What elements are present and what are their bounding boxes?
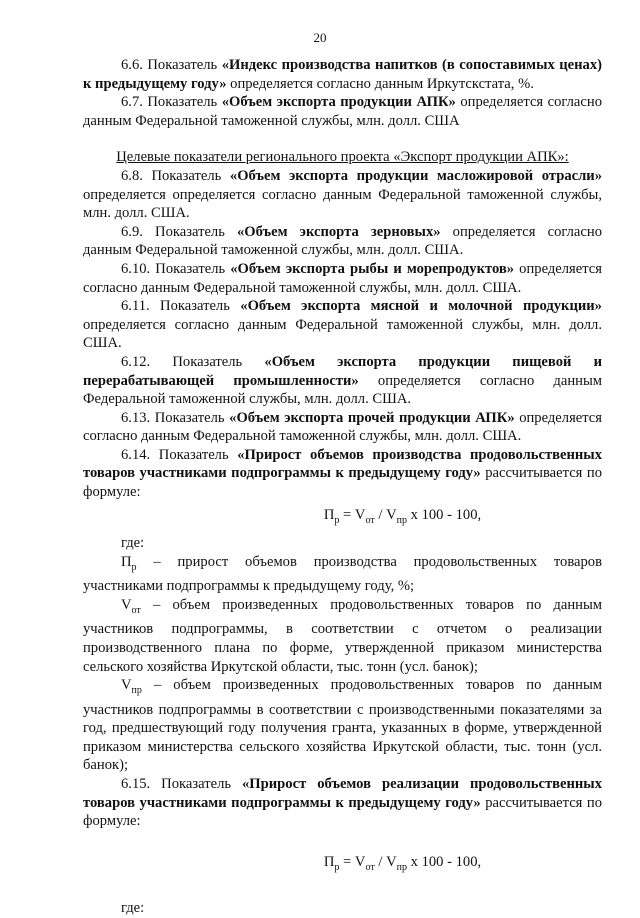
paragraph-6-9 [83, 223, 602, 260]
def-vpr-text: – объем произведенных продовольственных товаров по данным участников подпрограммы в соответствии с производственными показателями за год, предшествующий году получения гранта, указанных в форме, утвержденной приказом министерства сельского хозяйства Иркутской области, тыс. тонн (усл. банок); [83, 677, 602, 774]
def-vot-subscript: от [131, 604, 141, 616]
p69-indicator: «Объем экспорта зерновых» [237, 223, 441, 240]
formula2-lhs: П [323, 853, 335, 870]
p610-suffix: определяется согласно данным Федеральной таможенной службы, млн. долл. США. [83, 260, 602, 296]
formula2-slash: / V [374, 853, 397, 870]
p67-suffix: определяется согласно данным Федеральной таможенной службы, млн. долл. США [83, 94, 602, 129]
spacer-3 [83, 881, 602, 899]
paragraph-6-6 [83, 56, 602, 93]
paragraph-6-10 [83, 260, 602, 297]
formula-tail: х 100 - 100, [406, 506, 482, 523]
p612-indicator: «Объем экспорта продукции пищевой и перерабатывающей промышленности» [83, 353, 602, 389]
p66-indicator: «Индекс производства напитков (в сопоставимых ценах) к предыдущему году» [83, 57, 602, 92]
def-vpr-symbol: V [121, 677, 132, 694]
formula-slash: / V [374, 506, 397, 523]
p614-suffix: рассчитывается по формуле: [83, 465, 603, 501]
paragraph-6-13 [83, 409, 602, 446]
section-heading: Целевые показатели регионального проекта «Экспорт продукции АПК»: [116, 149, 569, 166]
def-pr-subscript: р [131, 561, 137, 573]
p68-prefix: 6.8. Показатель [121, 167, 230, 184]
p614-indicator: «Прирост объемов производства продовольственных товаров участниками подпрограммы к предыдущему году» [83, 446, 602, 482]
spacer-2 [83, 831, 602, 849]
p66-suffix: определяется согласно данным Иркутскстата, %. [226, 75, 534, 92]
definition-vpr [83, 676, 602, 775]
where-label: где: [121, 535, 145, 552]
p613-suffix: определяется согласно данным Федеральной таможенной службы, млн. долл. США. [83, 409, 603, 445]
p612-suffix: определяется согласно данным Федеральной таможенной службы, млн. долл. США. [83, 372, 602, 408]
def-vot-symbol: V [121, 596, 132, 613]
p611-indicator: «Объем экспорта мясной и молочной продукции» [240, 298, 602, 315]
paragraph-6-15 [83, 775, 602, 831]
p615-indicator: «Прирост объемов реализации продовольственных товаров участниками подпрограммы к предыдущему году» [83, 776, 602, 811]
definition-vot [83, 596, 602, 676]
p68-suffix: определяется определяется согласно данным Федеральной таможенной службы, млн. долл. США. [83, 186, 602, 222]
p614-prefix: 6.14. Показатель [121, 446, 238, 463]
formula2-v2-sub: пр [396, 861, 407, 873]
formula-v2-sub: пр [396, 514, 407, 526]
formula-v1-sub: от [365, 514, 375, 526]
def-pr-text: – прирост объемов производства продовольственных товаров участниками подпрограммы к предыдущему году, %; [83, 553, 602, 595]
paragraph-6-12 [83, 353, 602, 409]
p615-suffix: рассчитывается по формуле: [83, 794, 603, 830]
definition-pr [83, 553, 602, 596]
formula2-eq: = V [339, 853, 366, 870]
formula-lhs: П [323, 506, 335, 523]
p68-indicator: «Объем экспорта продукции масложировой отрасли» [229, 167, 603, 184]
p69-suffix: определяется согласно данным Федеральной таможенной службы, млн. долл. США. [83, 223, 602, 259]
where-label-2: где: [121, 900, 145, 917]
p69-prefix: 6.9. Показатель [121, 223, 237, 240]
document-body [83, 56, 602, 918]
p611-prefix: 6.11. Показатель [121, 298, 241, 315]
spacer [83, 130, 602, 148]
formula-lhs-sub: р [334, 514, 340, 526]
formula-eq: = V [339, 506, 366, 523]
p610-indicator: «Объем экспорта рыбы и морепродуктов» [230, 260, 515, 277]
p612-prefix: 6.12. Показатель [121, 353, 265, 370]
p613-prefix: 6.13. Показатель [121, 409, 230, 426]
formula-1 [83, 506, 602, 531]
formula2-lhs-sub: р [334, 861, 340, 873]
p615-prefix: 6.15. Показатель [121, 776, 242, 792]
def-pr-symbol: П [121, 553, 132, 570]
page-number: 20 [313, 30, 327, 45]
def-vpr-subscript: пр [131, 685, 142, 697]
paragraph-6-8 [83, 167, 602, 223]
paragraph-6-7 [83, 93, 602, 130]
p610-prefix: 6.10. Показатель [121, 260, 231, 277]
formula-2 [83, 853, 602, 878]
paragraph-6-11 [83, 297, 602, 353]
def-vot-text: – объем произведенных продовольственных товаров по данным участников подпрограммы, в соответствии с отчетом о реализации производственного плана по форме, утвержденной приказом министерства сельского хозяйства Иркутской области, тыс. тонн (усл. банок); [83, 596, 602, 675]
formula2-v1-sub: от [365, 861, 375, 873]
p66-prefix: 6.6. Показатель [121, 57, 222, 73]
p67-prefix: 6.7. Показатель [121, 94, 222, 111]
paragraph-6-14 [83, 446, 602, 502]
p611-suffix: определяется согласно данным Федеральной таможенной службы, млн. долл. США. [83, 316, 602, 352]
p613-indicator: «Объем экспорта прочей продукции АПК» [229, 409, 515, 426]
p67-indicator: «Объем экспорта продукции АПК» [221, 94, 456, 111]
formula2-tail: х 100 - 100, [406, 853, 482, 870]
